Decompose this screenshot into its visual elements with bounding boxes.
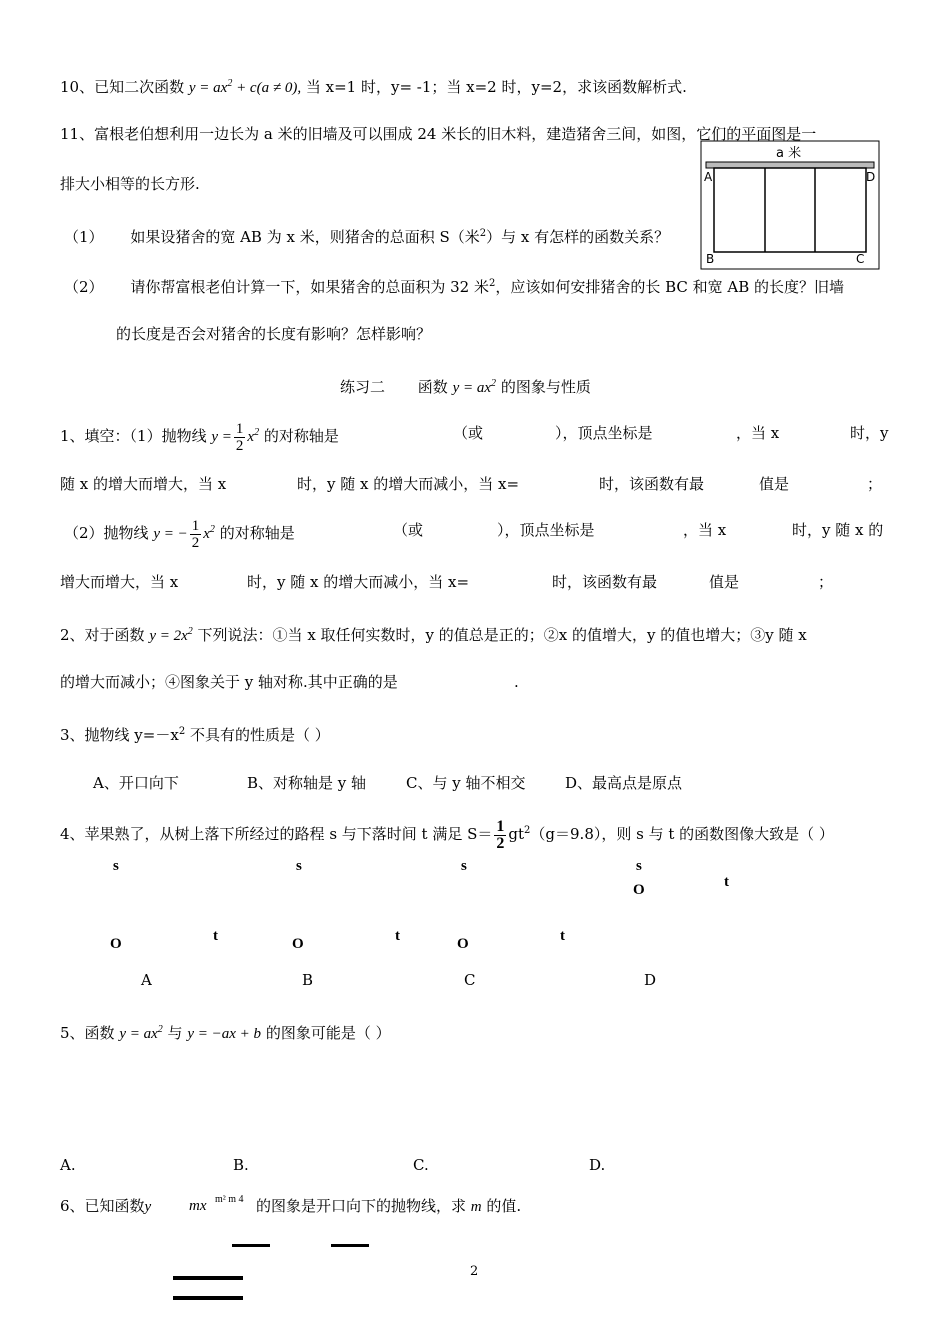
label-C: C — [856, 252, 865, 266]
p2-row1 — [60, 622, 807, 646]
q10-formula: $y = ax^2 + c(a \ne 0)$, — [188, 78, 302, 96]
p4-d-o: O — [633, 882, 645, 898]
p6-y: y — [144, 1199, 152, 1215]
p4-a-t: t — [213, 928, 218, 944]
p5-formula1: $y = ax^2$ — [119, 1024, 163, 1042]
p1-row2d: 值是 — [759, 475, 790, 493]
q11-p2-text: 请你帮富根老伯计算一下，如果猪舍的总面积为 32 米 — [130, 278, 489, 296]
p1-q2-start: （2）抛物线 — [64, 524, 149, 542]
p4-b-t: t — [395, 928, 400, 944]
p4-b-s: s — [296, 858, 302, 874]
p4-label-d: D — [644, 971, 657, 989]
p6-m: m — [470, 1199, 482, 1215]
p6-end: 的值. — [486, 1197, 522, 1215]
q11-p2-num: （2） — [64, 278, 104, 296]
p1-vertex: ），顶点坐标是 — [555, 424, 653, 442]
p1-row4b: 时，y 随 x 的增大而减小，当 x= — [247, 573, 470, 591]
p1-q2-vertex: ），顶点坐标是 — [497, 521, 595, 539]
p1-q2-axis: 的对称轴是 — [219, 524, 295, 542]
old-wall — [706, 162, 874, 168]
p4-tail: （g＝9.8），则 s 与 t 的函数图像大致是（ ） — [530, 825, 834, 843]
label-B: B — [706, 252, 715, 266]
p6-mx: mx — [189, 1198, 207, 1214]
p2-dot: . — [514, 673, 519, 691]
p4-sq: 2 — [524, 825, 531, 836]
p1-row2b: 时，y 随 x 的增大而减小，当 x= — [297, 475, 520, 493]
p1-or1: （或 — [453, 424, 484, 442]
p4-frac-num: 1 — [496, 817, 505, 835]
p4-frac-den: 2 — [496, 834, 505, 852]
section-middle: 函数 — [417, 378, 448, 396]
q11-p1-tail: ）与 x 有怎样的函数关系？ — [486, 228, 670, 246]
section-title — [340, 374, 591, 398]
p4-d-s: s — [636, 858, 642, 874]
p6-row — [60, 1196, 151, 1217]
p4-label-c: C — [464, 971, 476, 989]
p5-choice-c: C. — [413, 1156, 429, 1174]
section-left: 练习二 — [340, 378, 386, 396]
p4-a-s: s — [113, 858, 119, 874]
p4-row — [60, 816, 834, 852]
p1-row2c: 时，该函数有最 — [599, 475, 705, 493]
p5-choice-b: B. — [233, 1156, 249, 1174]
label-A: A — [704, 170, 713, 184]
q10-condition: 当 x=1 时，y= -1；当 x=2 时，y=2，求该函数解析式. — [305, 78, 687, 96]
p3-row — [60, 722, 330, 745]
stray-bar-4 — [173, 1296, 243, 1300]
q10-line — [60, 74, 687, 98]
q11-p2-tail: ，应该如何安排猪舍的长 BC 和宽 AB 的长度？旧墙 — [495, 278, 845, 296]
p5-formula2: y = −ax + b — [187, 1026, 262, 1042]
p4-b-o: O — [292, 936, 304, 952]
q10-prefix: 10、已知二次函数 — [60, 78, 185, 96]
p4-gt: gt — [508, 825, 525, 843]
p3-choice-a: A、开口向下 — [93, 774, 179, 792]
p5-tail: 的图象可能是（ ） — [265, 1024, 391, 1042]
p4-text: 4、苹果熟了，从树上落下所经过的路程 s 与下落时间 t 满足 S＝ — [60, 825, 493, 843]
p6-tail: 的图象是开口向下的抛物线，求 — [256, 1197, 467, 1215]
q11-part2-line2: 的长度是否会对猪舍的长度有影响？怎样影响？ — [116, 325, 432, 343]
stray-bar-3 — [173, 1276, 243, 1280]
q11-part1 — [64, 224, 669, 247]
p5-row — [60, 1020, 391, 1044]
pens-outline — [714, 168, 866, 252]
p1-q2-when: ，当 x — [683, 521, 727, 539]
p2-rest: 下列说法：①当 x 取任何实数时，y 的值总是正的；②x 的值增大，y 的值也增大；③y 随 x — [197, 626, 807, 644]
p4-d-t: t — [724, 874, 729, 890]
p3-choice-d: D、最高点是原点 — [565, 774, 683, 792]
p1-row2e: ； — [867, 475, 883, 493]
p1-formula1: y = $\frac{1}{2}$ $x^2$ — [211, 421, 260, 455]
p4-label-b: B — [302, 971, 314, 989]
p3-tail: 不具有的性质是（ ） — [185, 726, 330, 744]
p6-exponent: m² m 4 — [215, 1194, 244, 1205]
p3-choice-c: C、与 y 轴不相交 — [406, 774, 526, 792]
p3-sq: 2 — [178, 726, 186, 737]
p5-start: 5、函数 — [60, 1024, 115, 1042]
p4-label-a: A — [141, 971, 152, 989]
p1-start: 1、填空：（1）抛物线 — [60, 427, 207, 445]
p2-formula: $y = 2x^2$ — [149, 626, 193, 644]
p5-and: 与 — [167, 1024, 183, 1042]
p4-c-t: t — [560, 928, 565, 944]
p1-row4d: 值是 — [709, 573, 740, 591]
p1-time-y: 时，y — [850, 424, 889, 442]
q11-p1-sq: 2 — [479, 228, 487, 239]
p5-choice-a: A. — [60, 1156, 76, 1174]
stray-bar-2 — [331, 1244, 369, 1247]
p1-when: ，当 x — [736, 424, 780, 442]
p1-row3 — [64, 513, 295, 551]
p6-rest — [256, 1196, 521, 1217]
pig-house-figure — [700, 140, 880, 270]
q11-part2 — [64, 274, 844, 297]
p2-row2: 的增大而减小；④图象关于 y 轴对称.其中正确的是 — [60, 673, 398, 691]
p3-choice-b: B、对称轴是 y 轴 — [247, 774, 367, 792]
p1-q2-or: （或 — [393, 521, 424, 539]
q11-line2: 排大小相等的长方形. — [60, 175, 200, 193]
p1-row2a: 随 x 的增大而增大，当 x — [60, 475, 227, 493]
section-right: 的图象与性质 — [500, 378, 591, 396]
p1-row1 — [60, 416, 339, 454]
q11-line1: 11、富根老伯想利用一边长为 a 米的旧墙及可以围成 24 米长的旧木料，建造猪舍三间，如图，它们的平面图是一 — [60, 125, 817, 143]
p1-row4c: 时，该函数有最 — [552, 573, 658, 591]
p1-q2-tail: 时，y 随 x 的 — [792, 521, 884, 539]
p4-fraction — [494, 819, 506, 852]
p4-c-o: O — [457, 936, 469, 952]
label-D: D — [866, 170, 876, 184]
q11-p2-sq: 2 — [488, 278, 496, 289]
p5-choice-d: D. — [589, 1156, 606, 1174]
p1-formula2: y = − $\frac{1}{2}$ $x^2$ — [153, 518, 215, 552]
stray-bar-1 — [232, 1244, 270, 1247]
q11-p1-num: （1） — [64, 228, 104, 246]
wall-label: a 米 — [776, 146, 802, 161]
p6-start: 6、已知函数 — [60, 1197, 145, 1215]
p2-start: 2、对于函数 — [60, 626, 145, 644]
p1-axis: 的对称轴是 — [263, 427, 339, 445]
p1-row4a: 增大而增大，当 x — [60, 573, 179, 591]
p4-a-o: O — [110, 936, 122, 952]
section-formula: $y = ax^2$ — [452, 378, 497, 396]
p3-text: 3、抛物线 y=－x — [60, 726, 179, 744]
page-number: 2 — [470, 1264, 479, 1279]
q11-p1-text: 如果设猪舍的宽 AB 为 x 米，则猪舍的总面积 S（米 — [130, 228, 480, 246]
p1-row4e: ； — [818, 573, 834, 591]
p4-c-s: s — [461, 858, 467, 874]
